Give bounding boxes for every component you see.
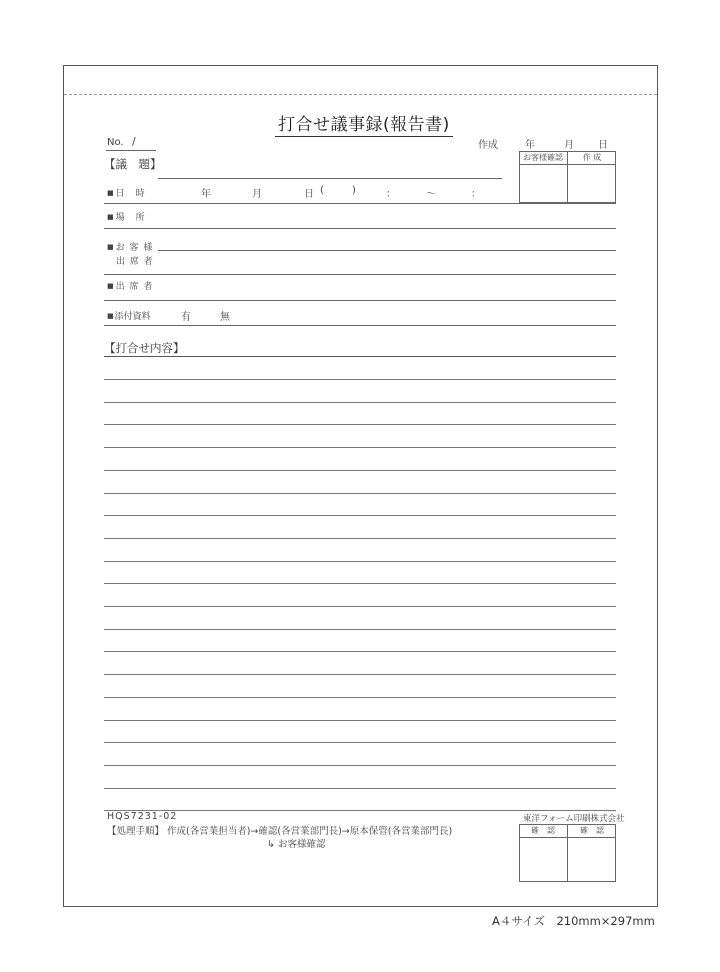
ruled-line [104,470,616,471]
attachment-no: 無 [220,312,230,323]
approval-stamp-header-line [519,164,616,165]
ruled-line [104,606,616,607]
procedure-text: 【処理手順】 作成(各営業担当者)→確認(各営業部門長)→原本保管(各営業部門長) [107,826,453,837]
approval-author-label: 作 成 [582,153,602,162]
no-label: No. [107,137,124,148]
content-label: 【打合せ内容】 [104,341,185,355]
place-line [104,228,616,229]
no-slash: / [132,135,136,148]
customer-attendee-line [104,274,616,275]
datetime-year: 年 [201,189,211,200]
ruled-line [104,742,616,743]
ruled-line [104,651,616,652]
customer-label: ■ お 客 様 [107,240,153,253]
confirm-label-1: 確 認 [531,826,555,835]
agenda-label: 【議 題】 [104,157,162,171]
ruled-line [104,674,616,675]
ruled-line [104,379,616,380]
place-label: ■ 場 所 [107,210,146,223]
datetime-paren-close: ) [352,185,356,196]
approval-customer-label: お客様確認 [523,153,563,162]
customer-attendee-label: 出 席 者 [116,257,154,267]
ruled-line [104,697,616,698]
ruled-line [104,515,616,516]
confirm-label-2: 確 認 [580,826,604,835]
ruled-line [104,765,616,766]
created-label: 作成 [478,140,498,151]
datetime-label: ■ 日 時 [107,186,146,199]
datetime-colon-start: ： [386,189,396,200]
ruled-line [104,493,616,494]
content-top-line [104,356,616,357]
attachment-label: ■ 添付資料 [107,309,151,322]
perforation-line [64,94,657,95]
ruled-line [104,583,616,584]
confirm-stamp-header-line [519,837,616,838]
datetime-day: 日 [304,189,314,200]
ruled-line [104,538,616,539]
form-title: 打合せ議事録(報告書) [275,110,453,137]
our-attendee-label: ■ 出 席 者 [107,279,153,292]
datetime-paren-open: ( [320,185,324,196]
datetime-colon-end: ： [471,189,481,200]
attachment-line [104,325,616,326]
ruled-line [104,402,616,403]
form-sheet [63,65,658,907]
attachment-yes: 有 [181,312,191,323]
created-month: 月 [564,140,574,151]
created-year: 年 [525,140,535,151]
company-name: 東洋フォーム印刷株式会社 [523,814,625,824]
our-attendee-line [104,300,616,301]
ruled-line [104,424,616,425]
datetime-line [104,203,616,204]
procedure-sub-text: ↳ お客様確認 [267,839,326,850]
ruled-line [104,447,616,448]
ruled-line [104,720,616,721]
datetime-tilde: 〜 [426,189,436,200]
customer-line [158,250,616,251]
agenda-line [158,178,502,179]
ruled-line [104,629,616,630]
created-day: 日 [598,140,608,151]
ruled-line [104,561,616,562]
datetime-month: 月 [252,189,262,200]
no-underline [106,150,156,151]
size-caption: A４サイズ 210mm×297mm [492,914,655,928]
ruled-line [104,788,616,789]
form-code: HQS7231-02 [107,811,178,822]
